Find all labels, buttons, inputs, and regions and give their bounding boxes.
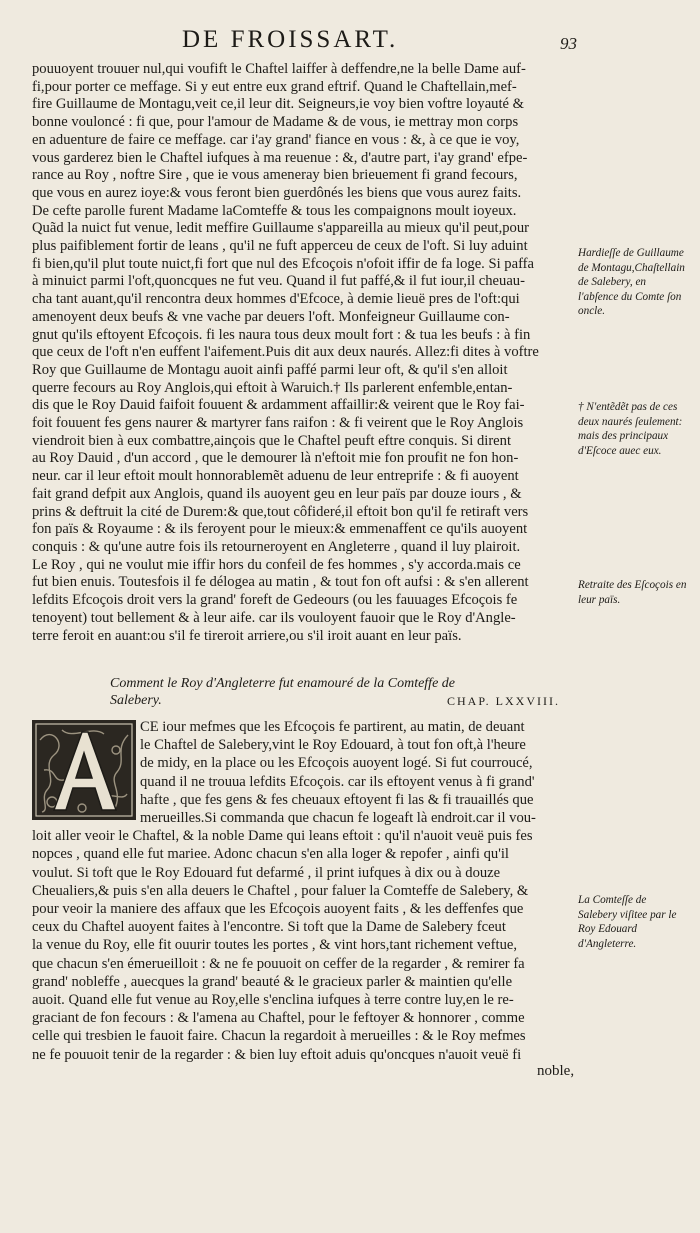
text-line: vous garderez bien le Chaftel iufques à ma reuenue : &, d'autre part, i'ay grand' efpe- (32, 149, 528, 166)
text-line: fi,pour porter ce meffage. Si y eut entre eux grand eftrif. Quand le Chaftellain,mef- (32, 78, 517, 95)
text-line: lefdits Efcoçois droit vers la grand' foreft de Gedeours (ou les fauuages Efcoçois fe (32, 592, 518, 609)
text-line: viendroit bien à eux combattre,ainçois que le Chaftel peuft eftre conquis. Si dirent (32, 432, 512, 449)
page-header (0, 26, 700, 60)
catchword: noble, (537, 1063, 575, 1079)
text-line: en aduenture de faire ce meffage. car i'ay grand' fiance en vous : &, à ce que ie voy, (32, 131, 520, 148)
text-line: au Roy Dauid , d'un accord , que le demourer là n'eftoit mie fon proufit ne fon hon- (32, 450, 519, 467)
text-line: Le Roy , qui ne voulut mie iffir hors du confeil de fes hommes , s'y accorda.mais ce (32, 556, 521, 573)
text-line: tenoyent) tout bellement & à leur aife. car ils vouloyent fauoir que le Roy d'Angle- (32, 609, 516, 626)
text-line: fire Guillaume de Montagu,veit ce,il leur dit. Seigneurs,ie voy bien voftre loyauté & (32, 96, 524, 113)
text-line: hafte , que fes gens & fes cheuaux eftoyent fi las & fi trauaillés que (140, 791, 534, 808)
text-line: le Chaftel de Salebery,vint le Roy Edouard, à tout fon oft,à l'heure (140, 737, 526, 754)
text-line: terre feroit en auant:ou s'il fe tireroit arriere,ou s'il iroit auant en leur païs. (32, 627, 462, 644)
text-line: que vous en aurez ioye:& vous feront bien guerdônés les biens que vous aurez faits. (32, 184, 522, 201)
text-line: plus paifiblement fortir de leans , qu'il ne fuft apperceu de ceux de l'oft. Si luy aduint (32, 238, 528, 255)
text-line: prins & deftruit la cité de Durem:& que,tout côfideré,il eftoit bon qu'il fe retiraft vers (32, 503, 529, 520)
margin-note: La Comteſſe de Salebery viſitee par le Roy Edouard d'Angleterre. (578, 894, 677, 950)
text-line: querre fecours au Roy Anglois,qui eftoit à Waruich.† Ils parlerent enfemble,entan- (32, 379, 513, 396)
margin-note: Hardieſſe de Guillaume de Montagu,Chaſtellain de Salebery, en l'abſence du Comte ſon oncle. (578, 247, 685, 318)
text-line: amenoyent deux beufs & vne vache par deuers l'oft. Monfeigneur Guillaume con- (32, 308, 510, 325)
text-line: grand' nobleffe , auecques la grand' beauté & le gracieux parler & maintien qu'elle (32, 973, 513, 990)
text-line: voulut. Si toft que le Roy Edouard fut defarmé , il print iufques à dix ou à douze (32, 864, 501, 881)
text-line: ceux du Chaftel auoyent faites à l'encontre. Si toft que la Dame de Salebery fceut (32, 919, 506, 936)
text-line: fut bien enuis. Toutesfois il fe délogea au matin , & tout fon oft aufsi : & s'en allerent (32, 574, 529, 591)
chapter-number: CHAP. LXXVIII. (447, 694, 560, 708)
text-line: pouuoyent trouuer nul,qui voufift le Chaftel laiffer à deffendre,ne la belle Dame auf- (32, 61, 526, 77)
text-line: rance au Roy , noftre Sire , que ie vous ameneray bien brieuement fi grand fecours, (32, 167, 518, 184)
margin-note: Retraite des Eſcoçois en leur païs. (578, 579, 687, 606)
text-line: cha tant auant,qu'il rencontra deux hommes d'Efcoce, à demie lieuë pres de l'oft:qui (32, 291, 520, 308)
chapter-heading (110, 675, 560, 709)
paragraph-1 (32, 61, 576, 645)
text-line: fon païs & Royaume : & ils feroyent pour le mieux:& emmenaffent ce qu'ils auoyent (32, 521, 528, 538)
text-line: fi bien,qu'il plut toute nuict,fi fort que nul des Efcoçois n'ofoit iffir de fa loge. Si paffa (32, 255, 535, 272)
text-line: Quãd la nuict fut venue, ledit meffire Guillaume s'appareilla au mieux qu'il peut,pour (32, 220, 529, 237)
text-line: gnut qu'ils eftoyent Efcoçois. fi les naura tous deux moult fort : & tua les beufs : à fin (32, 326, 531, 343)
text-line: pour veoir la maniere des affaux que les Efcoçois auoyent faits , & les deffenfes que (32, 901, 524, 918)
text-line: graciant de fon fecours : & l'amena au Chaftel, pour le feftoyer & honnorer , comme (32, 1010, 525, 1027)
text-line: Cheualiers,& puis s'en alla deuers le Chaftel , pour faluer la Comteffe de Salebery, & (32, 882, 529, 899)
text-line: fait grand defpit aux Anglois, quand ils auoyent geu en leur païs par douze iours , & (32, 485, 522, 502)
text-line: Roy que Guillaume de Montagu auoit ainfi paffé parmi leur oft, & qu'il s'en alloit (32, 361, 508, 378)
text-line: conquis : & qu'une autre fois ils retourneroyent en Angleterre , quand il luy plairoit. (32, 538, 521, 555)
chapter-title-line: Comment le Roy d'Angleterre fut enamouré de la Comteffe de (110, 676, 456, 691)
running-head: DE FROISSART. (182, 26, 399, 53)
text-line: foit fouuent fes gens naurer & martyrer fans raifon : & fi veirent que le Roy Anglois (32, 415, 524, 432)
text-line: neur. car il leur eftoit moult honnorablemẽt aduenu de leur entreprife : & fi auoyent (32, 468, 519, 485)
chapter-title-line: Salebery. (110, 693, 162, 708)
text-line: à minuict parmi l'oft,quoncques ne fut veu. Quand il fut paffé,& il fut iour,il cheuau- (32, 273, 525, 290)
text-line: que ceux de l'oft n'en euffent l'aifement.Puis dit aux deux naurés. Allez:fi dites à voftre (32, 344, 539, 361)
text-line: dis que le Roy Dauid faifoit fouuent & ardamment affaillir:& veirent que le Roy fai- (32, 397, 525, 414)
text-line: de midy, en la place ou les Efcoçois auoyent logé. Si fut courroucé, (140, 755, 533, 772)
paragraph-2 (32, 718, 570, 1064)
text-line: quand il ne trouua lefdits Efcoçois. car ils eftoyent venus à fi grand' (140, 773, 535, 790)
text-line: nopces , quand elle fut mariee. Adonc chacun s'en alla loger & repofer , ainfi qu'il (32, 846, 509, 863)
text-line: la venue du Roy, elle fit ouurir toutes les portes , & vint hors,tant richement veftue, (32, 937, 517, 954)
page-number: 93 (560, 34, 577, 53)
text-line: auoit. Quand elle fut venue au Roy,elle s'enclina iufques à terre contre luy,en le re- (32, 992, 514, 1009)
text-line: De cefte parolle furent Madame laComteffe & tous les compaignons moult ioyeux. (32, 202, 517, 219)
text-line: que chacun s'en émerueilloit : & ne fe pouuoit on ceffer de la regarder , & remirer fa (32, 955, 525, 972)
text-line: loit aller veoir le Chaftel, & la noble Dame qui leans eftoit : qu'il n'auoit veuë puis fes (32, 828, 533, 845)
margin-note: † N'entẽdẽt pas de ces deux naurés ſeulement: mais des principaux d'Eſcoce auec eux. (578, 401, 683, 457)
text-line: CE iour mefmes que les Efcoçois fe partirent, au matin, de deuant (140, 719, 525, 735)
text-line: bonne vouloncé : fi que, pour l'amour de Madame & de vous, ie mettray mon corps (32, 114, 519, 131)
text-line: celle qui tresbien le fauoit faire. Chacun la regardoit à merueilles : & le Roy mefmes (32, 1028, 526, 1045)
text-line: merueilles.Si commanda que chacun fe logeaft là endroit.car il vou- (140, 810, 536, 827)
text-line: ne fe pouuoit tenir de la regarder : & bien luy eftoit aduis qu'oncques n'auoit veuë fi (32, 1046, 522, 1063)
